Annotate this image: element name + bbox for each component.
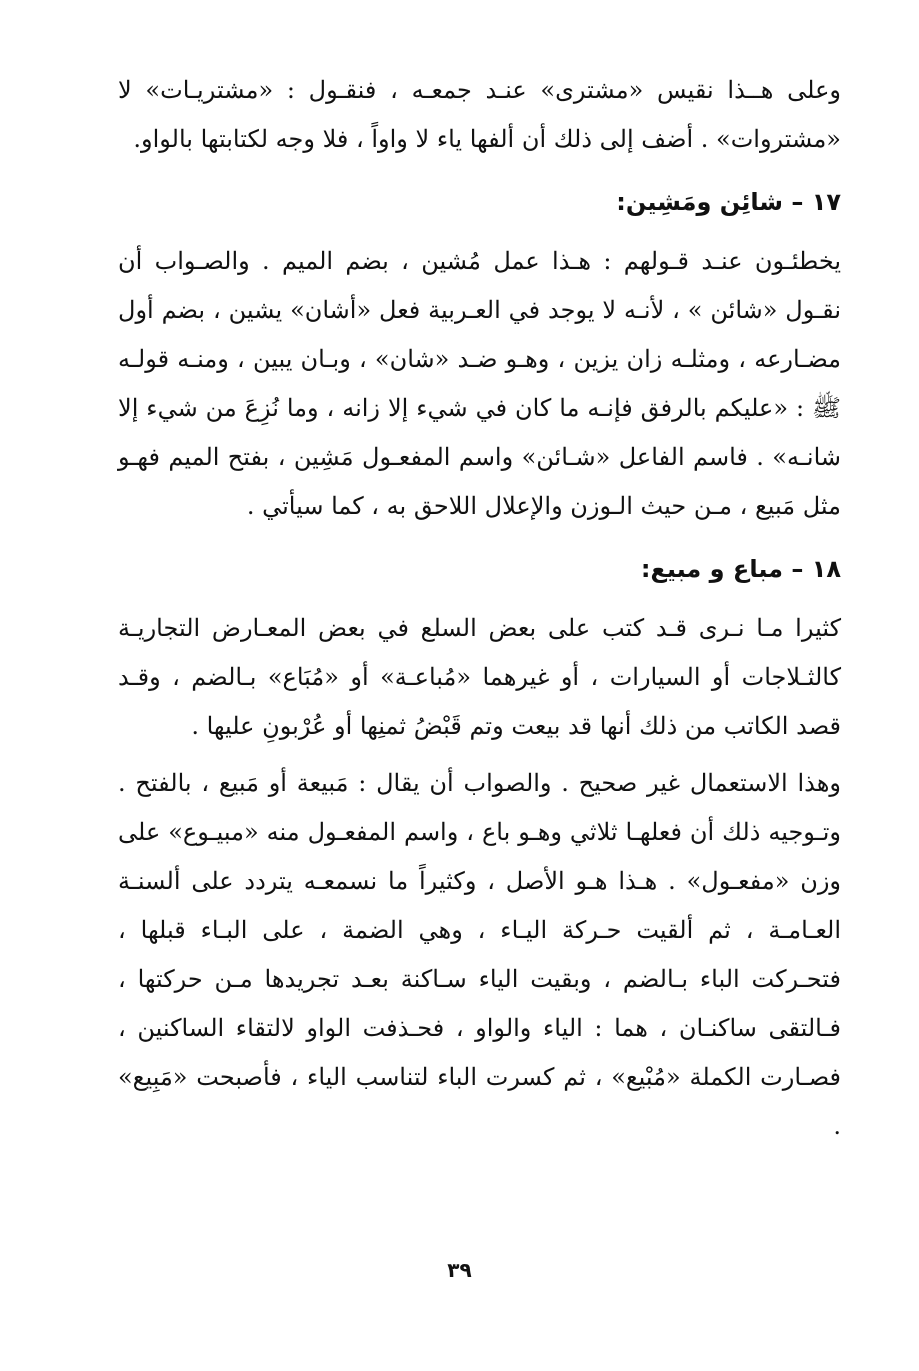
paragraph-mubaa: كثيرا مـا نـرى قـد كتب على بعض السلع في بعض المعـارض التجاريـة كالثـلاجات أو السيارات ، أو غيرهما «مُباعـة» أو «مُبَاع» بـالضم ، وقـد قصد الكاتب من ذلك أنها قد بيعت وتم قَبْضُ ثمنِها أو عُرْبونِ عليها .	[118, 614, 841, 740]
paragraph-mushtara: وعلى هــذا نقيس «مشترى» عنـد جمعـه ، فنقـول : «مشتريـات» لا «مشتروات» . أضف إلى ذلك أن ألفها ياء لا واواً ، فلا وجه لكتابتها بالواو.	[118, 76, 841, 153]
section-heading-18: ١٨ – مباع و مبيع:	[640, 555, 841, 583]
paragraph-shain: يخطئـون عنـد قـولهم : هـذا عمل مُشين ، بضم الميم . والصـواب أن نقـول «شائن » ، لأنـه لا يوجد في العـربية فعل «أشان» يشين ، بضم أول مضـارعه ، ومثلـه زان يزين ، وهـو ضـد «شان» ، وبـان يبين ، ومنـه قولـه ﷺ : «عليكم بالرفق فإنـه ما كان في شيء إلا زانه ، وما نُزِعَ من شيء إلا شانـه» . فاسم الفاعل «شـائن» واسم المفعـول مَشِين ، بفتح الميم فهـو مثل مَبيع ، مـن حيث الـوزن والإعلال اللاحق به ، كما سيأتي .	[118, 247, 841, 520]
page-number: ٣٩	[447, 1258, 472, 1282]
page-content	[118, 66, 841, 1151]
section-heading-17: ١٧ – شائِن ومَشِين:	[616, 188, 841, 216]
paragraph-mabee: وهذا الاستعمال غير صحيح . والصواب أن يقال : مَبيعة أو مَبيع ، بالفتح . وتـوجيه ذلك أن فعلهـا ثلاثي وهـو باع ، واسم المفعـول منه «مبيـوع» على وزن «مفعـول» . هـذا هـو الأصل ، وكثيراً ما نسمعـه يتردد على ألسنـة العـامـة ، ثم ألقيت حـركة اليـاء ، وهي الضمة ، على البـاء قبلها ، فتحـركت الباء بـالضم ، وبقيت الياء سـاكنة بعـد تجريدها مـن حركتها ، فـالتقى ساكنـان ، هما : الياء والواو ، فحـذفت الواو لالتقاء الساكنين ، فصـارت الكملة «مُبْيع» ، ثم كسرت الباء لتناسب الياء ، فأصبحت «مَبِيع» .	[118, 769, 842, 1140]
